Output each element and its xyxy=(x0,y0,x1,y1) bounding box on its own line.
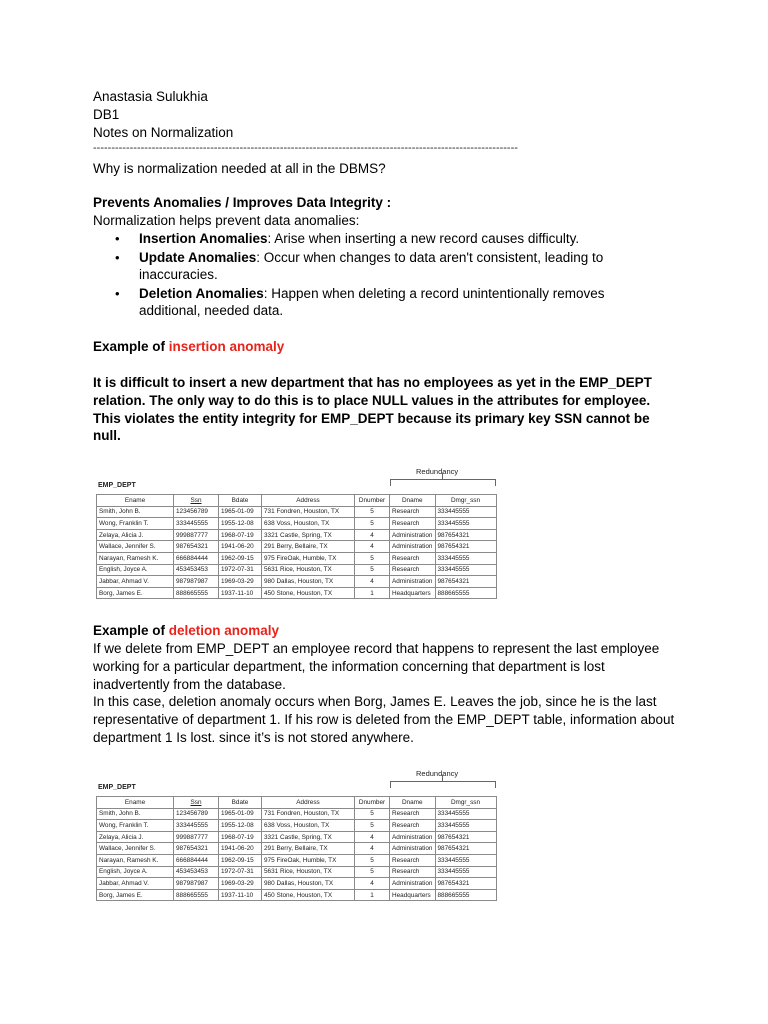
table-cell: Zelaya, Alicia J. xyxy=(97,831,174,843)
bullet-text: : Happen when deleting a record unintentionally removes additional, needed data. xyxy=(139,285,605,318)
table-cell: 1941-06-20 xyxy=(219,843,262,855)
table-cell: 731 Fondren, Houston, TX xyxy=(262,506,355,518)
table-name: EMP_DEPT xyxy=(98,784,136,791)
table-cell: 1969-03-29 xyxy=(219,576,262,588)
table-cell: Borg, James E. xyxy=(97,587,174,599)
col-header: Dnumber xyxy=(355,797,390,809)
table-cell: 333445555 xyxy=(435,854,496,866)
table-cell: 333445555 xyxy=(174,518,219,530)
table-cell: 123456789 xyxy=(174,808,219,820)
table-cell: 1 xyxy=(355,587,390,599)
col-header: Dname xyxy=(390,797,436,809)
table-cell: Administration xyxy=(390,541,436,553)
bullet-term: Insertion Anomalies xyxy=(139,231,268,246)
table-row xyxy=(97,854,497,866)
table-cell: Administration xyxy=(390,843,436,855)
table-cell: 5 xyxy=(355,854,390,866)
table-cell: 1972-07-31 xyxy=(219,866,262,878)
table-cell: 123456789 xyxy=(174,506,219,518)
table-body xyxy=(97,506,497,599)
author-line: Anastasia Sulukhia xyxy=(93,89,208,104)
table-cell: 1972-07-31 xyxy=(219,564,262,576)
table-cell: 980 Dallas, Houston, TX xyxy=(262,576,355,588)
table-cell: 4 xyxy=(355,843,390,855)
table-cell: 666884444 xyxy=(174,552,219,564)
table-cell: 1962-09-15 xyxy=(219,552,262,564)
deletion-body-2: In this case, deletion anomaly occurs when Borg, James E. Leaves the job, since he is the last representative of department 1. If his row is deleted from the EMP_DEPT table, information about department 1 Is lost. since it’s is not stored anywhere. xyxy=(93,694,675,745)
table-cell: 1969-03-29 xyxy=(219,878,262,890)
col-header xyxy=(174,495,219,507)
col-header xyxy=(174,797,219,809)
table-cell: 333445555 xyxy=(435,518,496,530)
table-cell: 4 xyxy=(355,831,390,843)
table-cell: Research xyxy=(390,866,436,878)
redundancy-label: Redundancy xyxy=(416,467,459,476)
table-cell: 4 xyxy=(355,878,390,890)
deletion-body-1: If we delete from EMP_DEPT an employee record that happens to represent the last employee working for a particular department, the information concerning that department is lost inadvertently from the database. xyxy=(93,641,660,692)
table-cell: 3321 Castle, Spring, TX xyxy=(262,529,355,541)
table-row xyxy=(97,831,497,843)
table-cell: 5 xyxy=(355,866,390,878)
table-cell: 333445555 xyxy=(435,866,496,878)
table-cell: Administration xyxy=(390,576,436,588)
col-header: Bdate xyxy=(219,495,262,507)
table-cell: Jabbar, Ahmad V. xyxy=(97,576,174,588)
table-cell: 1962-09-15 xyxy=(219,854,262,866)
table-cell: 333445555 xyxy=(435,564,496,576)
table-cell: 5631 Rice, Houston, TX xyxy=(262,866,355,878)
insertion-heading xyxy=(93,338,284,356)
table-cell: Headquarters xyxy=(390,889,436,901)
table-cell: 638 Voss, Houston, TX xyxy=(262,518,355,530)
emp-dept-table xyxy=(96,494,497,599)
question-text: Why is normalization needed at all in the DBMS? xyxy=(93,161,386,176)
table-cell: 1941-06-20 xyxy=(219,541,262,553)
table-cell: 638 Voss, Houston, TX xyxy=(262,820,355,832)
table-cell: 1 xyxy=(355,889,390,901)
table-row xyxy=(97,587,497,599)
table-cell: 888665555 xyxy=(174,587,219,599)
table-row xyxy=(97,889,497,901)
col-header: Ename xyxy=(97,797,174,809)
table-header-row xyxy=(97,797,497,809)
table-row xyxy=(97,552,497,564)
table-row xyxy=(97,843,497,855)
table-cell: 5 xyxy=(355,506,390,518)
table-cell: 987654321 xyxy=(435,529,496,541)
table-cell: 1955-12-08 xyxy=(219,518,262,530)
table-cell: Research xyxy=(390,564,436,576)
table-cell: Research xyxy=(390,518,436,530)
table-cell: 1937-11-10 xyxy=(219,889,262,901)
col-header: Dnumber xyxy=(355,495,390,507)
list-item xyxy=(93,285,653,320)
table-cell: Administration xyxy=(390,878,436,890)
table-cell: Research xyxy=(390,506,436,518)
table-cell: 5 xyxy=(355,552,390,564)
table-row xyxy=(97,564,497,576)
anomaly-list xyxy=(93,230,653,321)
col-header: Address xyxy=(262,797,355,809)
table-row xyxy=(97,576,497,588)
col-header: Ename xyxy=(97,495,174,507)
bullet-term: Deletion Anomalies xyxy=(139,285,264,301)
table-cell: 888665555 xyxy=(435,587,496,599)
table-cell: 453453453 xyxy=(174,866,219,878)
table-cell: 5 xyxy=(355,564,390,576)
table-cell: 1965-01-09 xyxy=(219,808,262,820)
table-cell: Research xyxy=(390,552,436,564)
table-cell: 5631 Rice, Houston, TX xyxy=(262,564,355,576)
table-cell: Wallace, Jennifer S. xyxy=(97,541,174,553)
table-cell: Wong, Franklin T. xyxy=(97,820,174,832)
col-header-key: Ssn xyxy=(190,798,202,806)
table-cell: Research xyxy=(390,854,436,866)
table-cell: 333445555 xyxy=(435,506,496,518)
section-heading: Prevents Anomalies / Improves Data Integrity : xyxy=(93,195,392,210)
table-row xyxy=(97,506,497,518)
table-cell: 888665555 xyxy=(174,889,219,901)
col-header: Address xyxy=(262,495,355,507)
table-cell: 975 FireOak, Humble, TX xyxy=(262,854,355,866)
table-cell: 666884444 xyxy=(174,854,219,866)
table-cell: Jabbar, Ahmad V. xyxy=(97,878,174,890)
table-row xyxy=(97,529,497,541)
table-cell: 987654321 xyxy=(174,541,219,553)
table-cell: Administration xyxy=(390,529,436,541)
table-row xyxy=(97,541,497,553)
table-cell: 333445555 xyxy=(435,552,496,564)
table-cell: 291 Berry, Bellaire, TX xyxy=(262,843,355,855)
separator-line: -------------------------------------------------------------------------------------------------------------------- xyxy=(93,142,518,154)
col-header: Dmgr_ssn xyxy=(435,797,496,809)
table-cell: 975 FireOak, Humble, TX xyxy=(262,552,355,564)
col-header: Dname xyxy=(390,495,436,507)
table-cell: 5 xyxy=(355,820,390,832)
table-cell: 1968-07-19 xyxy=(219,831,262,843)
table-cell: Smith, John B. xyxy=(97,808,174,820)
table-cell: Research xyxy=(390,808,436,820)
deletion-heading xyxy=(93,622,279,640)
table-cell: 987654321 xyxy=(435,541,496,553)
section-intro: Normalization helps prevent data anomalies: xyxy=(93,213,360,228)
bullet-text: : Arise when inserting a new record causes difficulty. xyxy=(267,231,580,246)
emp-dept-figure-2 xyxy=(96,769,498,909)
redundancy-label: Redundancy xyxy=(416,769,459,778)
table-cell: Zelaya, Alicia J. xyxy=(97,529,174,541)
heading-highlight: deletion anomaly xyxy=(168,623,280,638)
table-row xyxy=(97,808,497,820)
table-cell: 4 xyxy=(355,576,390,588)
heading-highlight: insertion anomaly xyxy=(168,339,285,354)
heading-prefix: Example of xyxy=(93,339,169,354)
table-cell: 4 xyxy=(355,529,390,541)
table-cell: Narayan, Ramesh K. xyxy=(97,854,174,866)
table-row xyxy=(97,820,497,832)
redundancy-brace xyxy=(390,781,496,788)
table-cell: 999887777 xyxy=(174,529,219,541)
table-cell: English, Joyce A. xyxy=(97,866,174,878)
table-cell: 987654321 xyxy=(174,843,219,855)
table-body xyxy=(97,808,497,901)
table-cell: 987654321 xyxy=(435,878,496,890)
table-cell: 987654321 xyxy=(435,831,496,843)
table-cell: 987987987 xyxy=(174,576,219,588)
table-cell: 1965-01-09 xyxy=(219,506,262,518)
emp-dept-table xyxy=(96,796,497,901)
table-cell: 453453453 xyxy=(174,564,219,576)
table-cell: Administration xyxy=(390,831,436,843)
bullet-text: : Occur when changes to data aren't consistent, leading to inaccuracies. xyxy=(139,249,604,282)
table-cell: 1955-12-08 xyxy=(219,820,262,832)
heading-prefix: Example of xyxy=(93,623,169,638)
table-cell: 5 xyxy=(355,518,390,530)
table-cell: 3321 Castle, Spring, TX xyxy=(262,831,355,843)
table-cell: 1937-11-10 xyxy=(219,587,262,599)
doc-title: Notes on Normalization xyxy=(93,125,234,140)
table-cell: 5 xyxy=(355,808,390,820)
insertion-body: It is difficult to insert a new department that has no employees as yet in the EMP_DEPT relation. The only way to do this is to place NULL values in the attributes for employee. This violates the entity integrity for EMP_DEPT because its primary key SSN cannot be null. xyxy=(93,375,652,444)
table-cell: 987987987 xyxy=(174,878,219,890)
table-cell: 987654321 xyxy=(435,843,496,855)
table-header-row xyxy=(97,495,497,507)
table-cell: Wallace, Jennifer S. xyxy=(97,843,174,855)
table-cell: 1968-07-19 xyxy=(219,529,262,541)
table-cell: 333445555 xyxy=(435,808,496,820)
col-header-key: Ssn xyxy=(190,496,202,504)
table-cell: 333445555 xyxy=(435,820,496,832)
table-cell: 291 Berry, Bellaire, TX xyxy=(262,541,355,553)
table-row xyxy=(97,866,497,878)
table-cell: Wong, Franklin T. xyxy=(97,518,174,530)
table-cell: Research xyxy=(390,820,436,832)
table-cell: 980 Dallas, Houston, TX xyxy=(262,878,355,890)
table-row xyxy=(97,518,497,530)
table-cell: 888665555 xyxy=(435,889,496,901)
table-cell: 731 Fondren, Houston, TX xyxy=(262,808,355,820)
table-cell: 450 Stone, Houston, TX xyxy=(262,889,355,901)
table-cell: 999887777 xyxy=(174,831,219,843)
table-cell: Narayan, Ramesh K. xyxy=(97,552,174,564)
table-cell: 987654321 xyxy=(435,576,496,588)
table-cell: 333445555 xyxy=(174,820,219,832)
table-name: EMP_DEPT xyxy=(98,482,136,489)
bullet-term: Update Anomalies xyxy=(139,249,257,265)
col-header: Bdate xyxy=(219,797,262,809)
table-cell: 4 xyxy=(355,541,390,553)
redundancy-brace xyxy=(390,479,496,486)
table-cell: 450 Stone, Houston, TX xyxy=(262,587,355,599)
table-cell: Borg, James E. xyxy=(97,889,174,901)
table-cell: Smith, John B. xyxy=(97,506,174,518)
course-line: DB1 xyxy=(93,107,120,122)
emp-dept-figure-1 xyxy=(96,467,498,607)
table-cell: Headquarters xyxy=(390,587,436,599)
table-row xyxy=(97,878,497,890)
col-header: Dmgr_ssn xyxy=(435,495,496,507)
list-item xyxy=(93,249,653,284)
list-item xyxy=(93,230,653,248)
table-cell: English, Joyce A. xyxy=(97,564,174,576)
